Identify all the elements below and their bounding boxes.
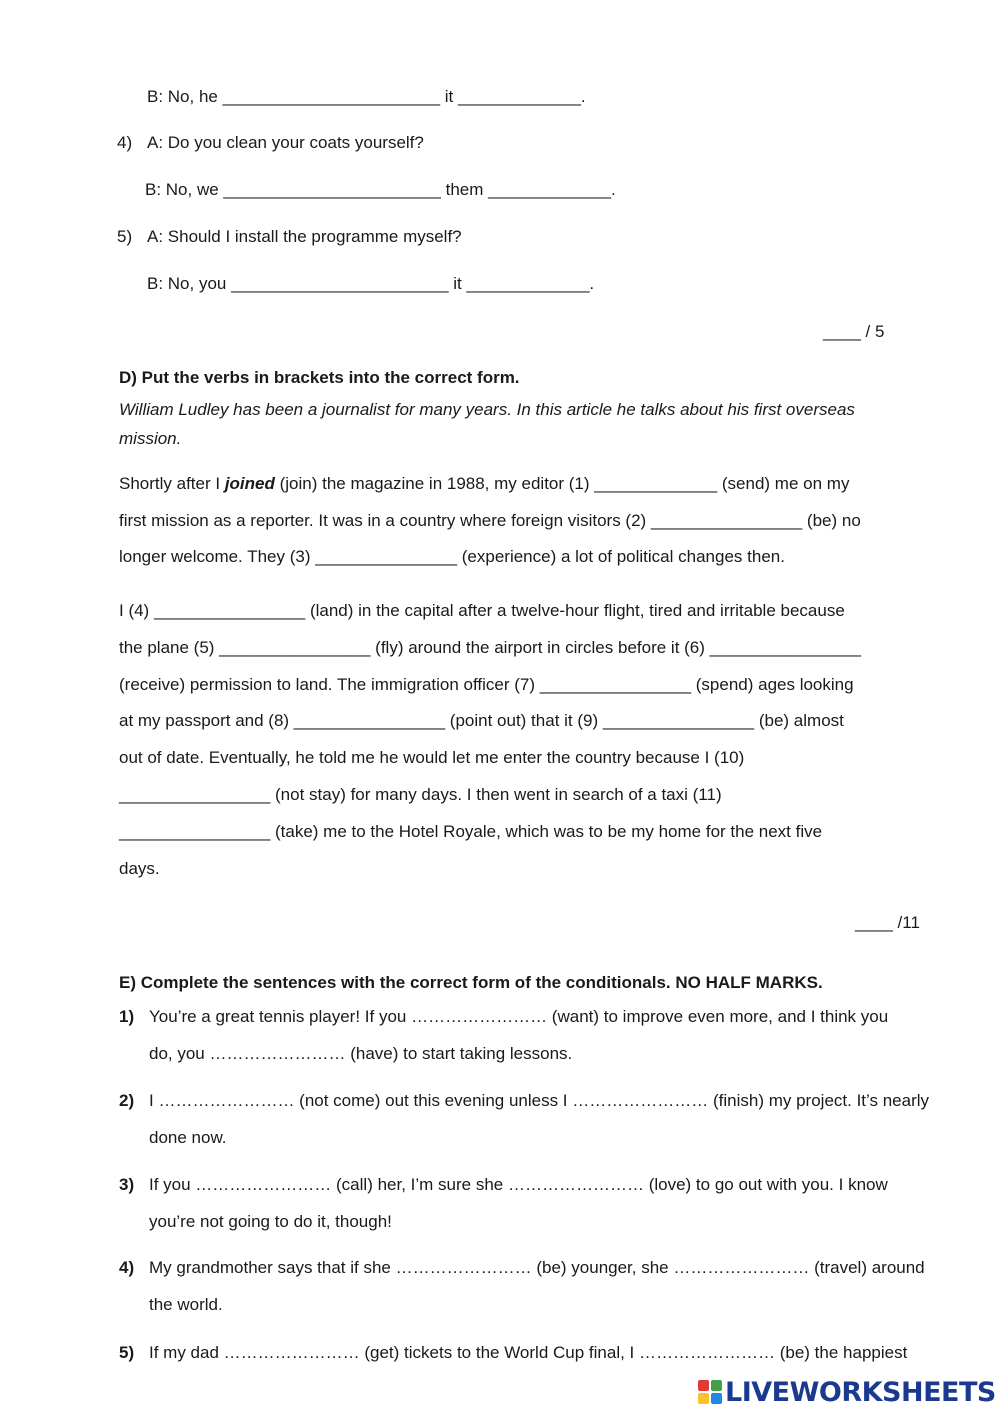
e-q5-line-1[interactable]: [119, 1342, 907, 1364]
d-text-line-5[interactable]: the plane (5) ________________ (fly) around the airport in circles before it (6) ________________: [119, 638, 861, 657]
e-q3-text-1[interactable]: If you …………………… (call) her, I’m sure she …………………… (love) to go out with you. I know: [149, 1175, 888, 1194]
logo-text: LIVEWORKSHEETS: [725, 1376, 996, 1408]
d-score: ____ /11: [855, 913, 920, 932]
e-q2-line-1[interactable]: [119, 1090, 929, 1112]
c-q5-answer-line[interactable]: B: No, you _______________________ it _____________.: [147, 274, 595, 293]
d-text-line-8: out of date. Eventually, he told me he would let me enter the country because I (10): [119, 748, 745, 767]
e-q5-text-1[interactable]: If my dad …………………… (get) tickets to the World Cup final, I …………………… (be) the happiest: [149, 1343, 908, 1362]
e-q3-number: 3): [119, 1175, 135, 1194]
e-heading: E) Complete the sentences with the correct form of the conditionals. NO HALF MARKS.: [119, 973, 823, 992]
d-text-line-9[interactable]: ________________ (not stay) for many days. I then went in search of a taxi (11): [119, 785, 722, 804]
d-text-line-4[interactable]: I (4) ________________ (land) in the capital after a twelve-hour flight, tired and irritable because: [119, 601, 845, 620]
d-example-answer: joined: [224, 474, 275, 493]
logo-square-2: [711, 1380, 722, 1391]
logo-square-3: [698, 1393, 709, 1404]
logo-square-1: [698, 1380, 709, 1391]
c-q4-question: [117, 132, 424, 154]
liveworksheets-logo: [698, 1377, 996, 1407]
e-q3-line-1[interactable]: [119, 1174, 888, 1196]
d-text-line-11: days.: [119, 859, 160, 878]
d-text-line-3[interactable]: longer welcome. They (3) _______________ (experience) a lot of political changes then.: [119, 547, 785, 566]
d-text-line-2[interactable]: first mission as a reporter. It was in a country where foreign visitors (2) ________________ (be) no: [119, 511, 861, 530]
c-q5-a: A: Should I install the programme myself?: [147, 227, 462, 246]
e-q1-number: 1): [119, 1007, 135, 1026]
d-line1-pre: Shortly after I: [119, 474, 225, 493]
e-q5-number: 5): [119, 1343, 135, 1362]
c-q4-a: A: Do you clean your coats yourself?: [147, 133, 424, 152]
c-q3-answer-line[interactable]: B: No, he _______________________ it _____________.: [147, 87, 586, 106]
d-heading: D) Put the verbs in brackets into the correct form.: [119, 368, 520, 387]
d-intro-line-2: mission.: [119, 429, 182, 448]
e-q1-text-1[interactable]: You’re a great tennis player! If you …………………… (want) to improve even more, and I think you: [149, 1007, 889, 1026]
liveworksheets-logo-icon: [698, 1380, 722, 1404]
d-text-line-6[interactable]: (receive) permission to land. The immigration officer (7) ________________ (spend) ages looking: [119, 675, 854, 694]
e-q4-number: 4): [119, 1258, 135, 1277]
e-q2-line-2: done now.: [149, 1128, 227, 1147]
d-text-line-7[interactable]: at my passport and (8) ________________ (point out) that it (9) ________________ (be) almost: [119, 711, 844, 730]
e-q2-text-1[interactable]: I …………………… (not come) out this evening unless I …………………… (finish) my project. It’s nearly: [149, 1091, 930, 1110]
d-text-line-10[interactable]: ________________ (take) me to the Hotel Royale, which was to be my home for the next five: [119, 822, 823, 841]
d-intro-line-1: William Ludley has been a journalist for many years. In this article he talks about his first overseas: [119, 400, 855, 419]
logo-square-4: [711, 1393, 722, 1404]
e-q2-number: 2): [119, 1091, 135, 1110]
e-q4-line-2: the world.: [149, 1295, 223, 1314]
e-q1-line-2[interactable]: do, you …………………… (have) to start taking lessons.: [149, 1044, 573, 1063]
d-text-line-1: [119, 473, 849, 495]
e-q3-line-2: you’re not going to do it, though!: [149, 1212, 392, 1231]
c-q5-number: 5): [117, 227, 133, 246]
e-q1-line-1[interactable]: [119, 1006, 888, 1028]
c-score: ____ / 5: [823, 322, 885, 341]
c-q4-answer-line[interactable]: B: No, we _______________________ them _____________.: [145, 180, 616, 199]
e-q4-text-1[interactable]: My grandmother says that if she …………………… (be) younger, she …………………… (travel) around: [149, 1258, 925, 1277]
e-q4-line-1[interactable]: [119, 1257, 925, 1279]
c-q4-number: 4): [117, 133, 133, 152]
d-line1-post[interactable]: (join) the magazine in 1988, my editor (1) _____________ (send) me on my: [274, 474, 850, 493]
c-q5-question: [117, 226, 462, 248]
